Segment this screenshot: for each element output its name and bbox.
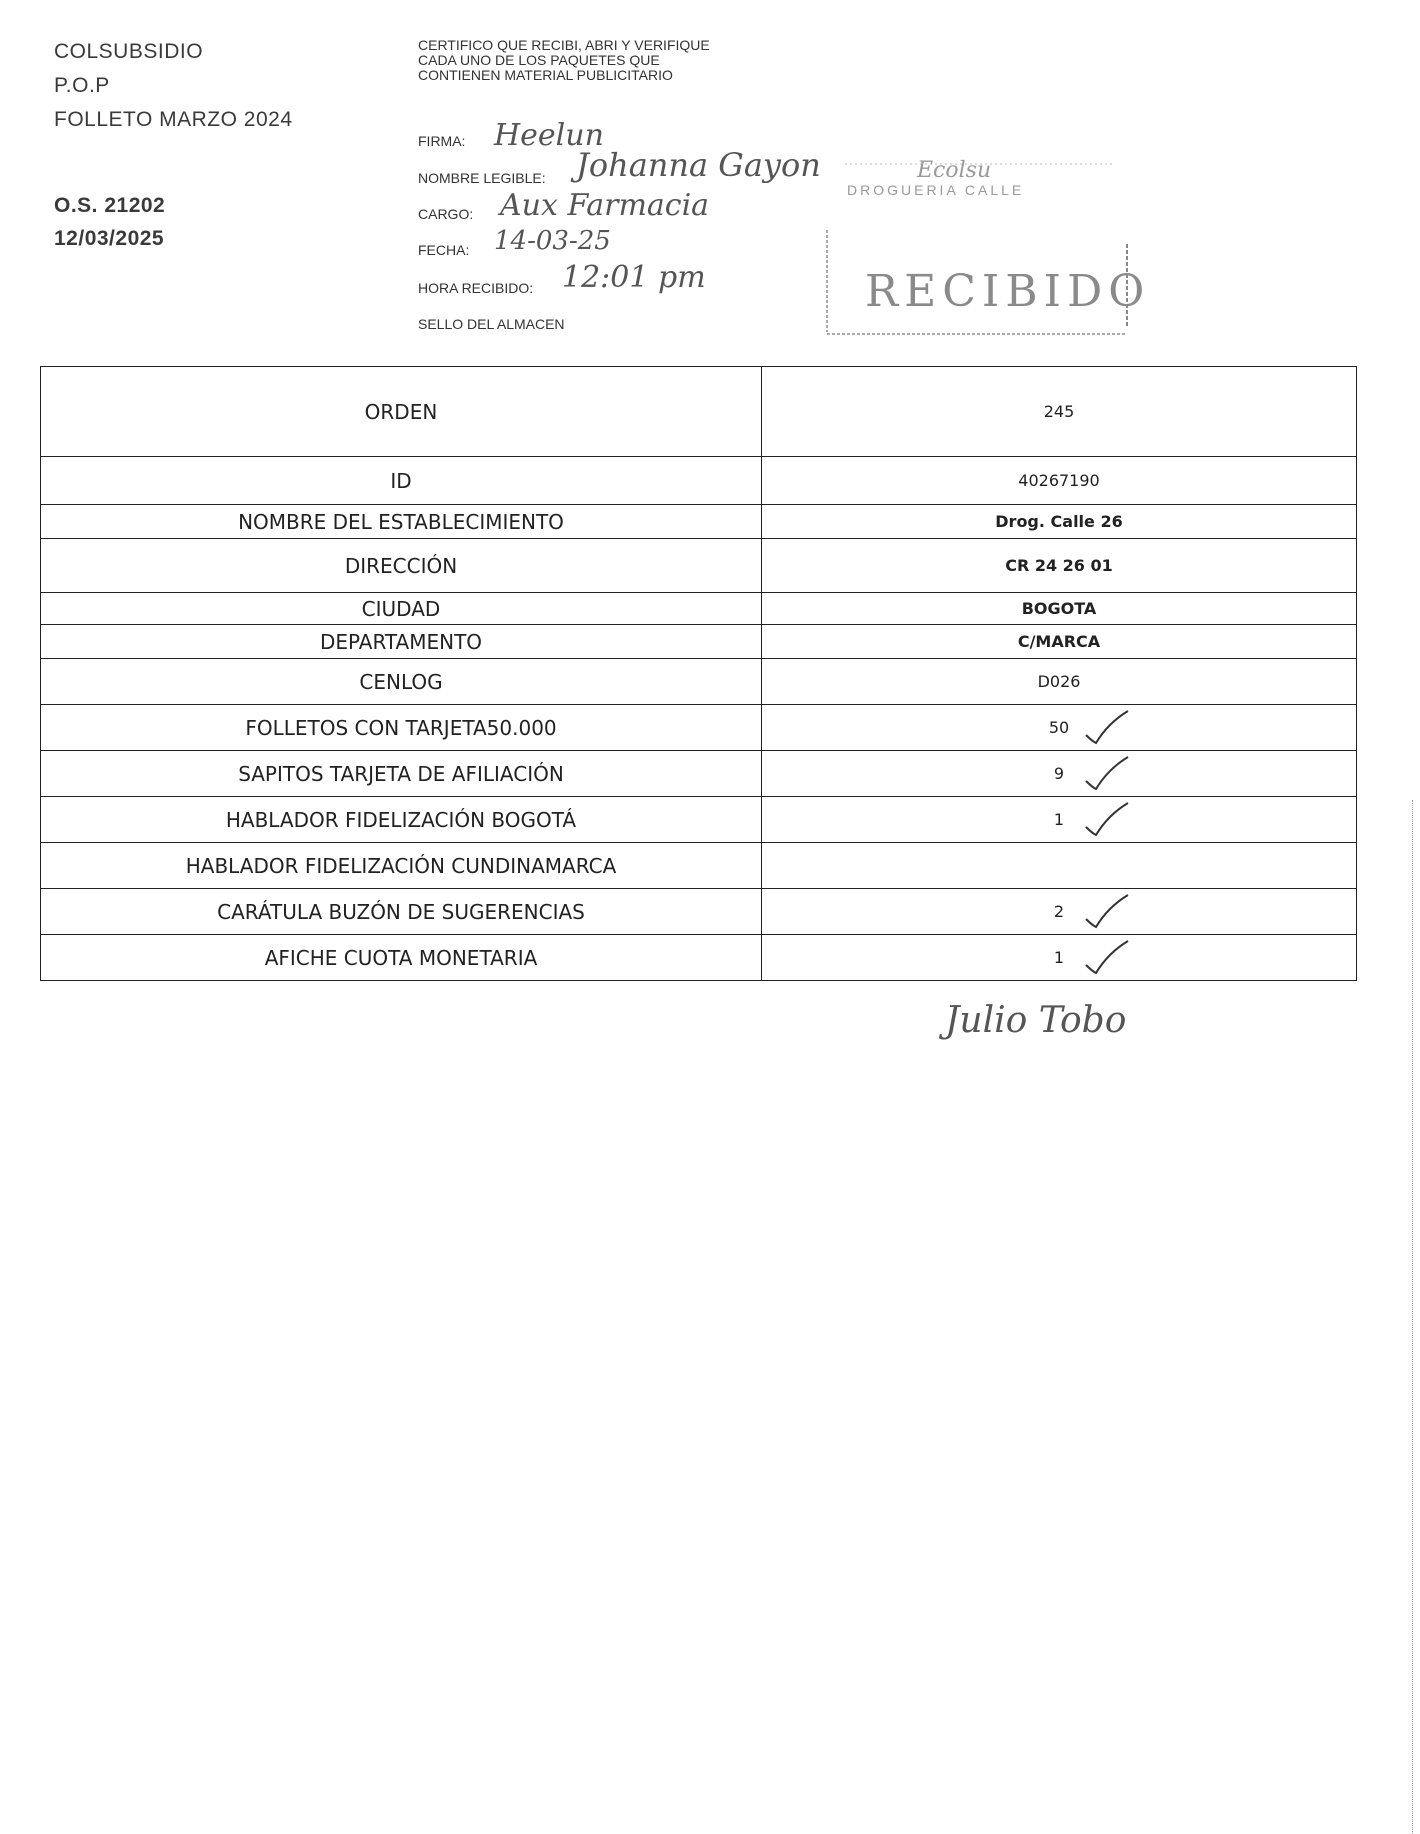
row-value: 40267190 bbox=[1018, 471, 1100, 490]
row-label: DIRECCIÓN bbox=[41, 539, 762, 593]
row-value-cell bbox=[762, 593, 1357, 625]
row-label: HABLADOR FIDELIZACIÓN CUNDINAMARCA bbox=[41, 843, 762, 889]
checkmark-icon bbox=[1082, 753, 1132, 793]
delivery-table bbox=[40, 366, 1357, 981]
checkmark-icon bbox=[1082, 891, 1132, 931]
hora-label: HORA RECIBIDO: bbox=[418, 280, 534, 296]
row-value: BOGOTA bbox=[1021, 599, 1097, 618]
row-label: AFICHE CUOTA MONETARIA bbox=[41, 935, 762, 981]
row-label: CENLOG bbox=[41, 659, 762, 705]
document-type: P.O.P bbox=[54, 74, 110, 97]
row-value-cell bbox=[762, 505, 1357, 539]
checkmark-icon bbox=[1082, 937, 1132, 977]
row-value: 9 bbox=[1053, 764, 1065, 783]
checkmark-icon bbox=[1082, 799, 1132, 839]
fecha-label: FECHA: bbox=[418, 242, 470, 258]
table-row bbox=[41, 367, 1357, 457]
row-value: 2 bbox=[1053, 902, 1065, 921]
table-row bbox=[41, 705, 1357, 751]
table-row bbox=[41, 505, 1357, 539]
table-row bbox=[41, 457, 1357, 505]
row-label: CARÁTULA BUZÓN DE SUGERENCIAS bbox=[41, 889, 762, 935]
table-row bbox=[41, 797, 1357, 843]
row-label: FOLLETOS CON TARJETA50.000 bbox=[41, 705, 762, 751]
table-row bbox=[41, 539, 1357, 593]
handwritten-name: Julio Tobo bbox=[945, 1000, 1127, 1041]
campaign-name: FOLLETO MARZO 2024 bbox=[54, 108, 293, 131]
cargo-label: CARGO: bbox=[418, 206, 474, 222]
stamp-signature: Ecolsu bbox=[917, 158, 992, 183]
nombre-value: Johanna Gayon bbox=[576, 146, 821, 184]
row-value: 1 bbox=[1053, 810, 1065, 829]
company-name: COLSUBSIDIO bbox=[54, 40, 204, 63]
row-value-cell bbox=[762, 797, 1357, 843]
table-row bbox=[41, 889, 1357, 935]
stamp-word: RECIBIDO bbox=[865, 266, 1151, 317]
row-value-cell bbox=[762, 659, 1357, 705]
row-value: 245 bbox=[1043, 402, 1075, 421]
cargo-value: Aux Farmacia bbox=[500, 188, 710, 223]
stamp-store-name: DROGUERIA CALLE bbox=[847, 182, 1025, 198]
row-value: D026 bbox=[1037, 672, 1081, 691]
row-value-cell bbox=[762, 705, 1357, 751]
row-value-cell bbox=[762, 935, 1357, 981]
sello-label: SELLO DEL ALMACEN bbox=[418, 316, 565, 332]
row-value: C/MARCA bbox=[1017, 632, 1101, 651]
service-order: O.S. 21202 bbox=[54, 194, 166, 217]
row-label: CIUDAD bbox=[41, 593, 762, 625]
row-value: 50 bbox=[1048, 718, 1070, 737]
row-label: SAPITOS TARJETA DE AFILIACIÓN bbox=[41, 751, 762, 797]
row-label: NOMBRE DEL ESTABLECIMIENTO bbox=[41, 505, 762, 539]
table-row bbox=[41, 935, 1357, 981]
hora-value: 12:01 pm bbox=[562, 260, 706, 295]
received-stamp bbox=[825, 158, 1151, 336]
order-date: 12/03/2025 bbox=[54, 227, 165, 250]
firma-label: FIRMA: bbox=[418, 133, 466, 149]
row-label: ORDEN bbox=[41, 367, 762, 457]
row-value-cell bbox=[762, 367, 1357, 457]
scan-edge bbox=[1412, 800, 1415, 1834]
row-value: Drog. Calle 26 bbox=[995, 512, 1123, 531]
row-value: 1 bbox=[1053, 948, 1065, 967]
certification-text: CERTIFICO QUE RECIBI, ABRI Y VERIFIQUE CADA UNO DE LOS PAQUETES QUE CONTIENEN MATERIAL PUBLICITARIO bbox=[418, 37, 710, 83]
row-value: CR 24 26 01 bbox=[1005, 556, 1113, 575]
checkmark-icon bbox=[1082, 707, 1132, 747]
row-value-cell bbox=[762, 625, 1357, 659]
nombre-label: NOMBRE LEGIBLE: bbox=[418, 170, 546, 186]
row-value-cell bbox=[762, 751, 1357, 797]
row-value-cell bbox=[762, 457, 1357, 505]
row-label: DEPARTAMENTO bbox=[41, 625, 762, 659]
row-value-cell bbox=[762, 889, 1357, 935]
table-row bbox=[41, 843, 1357, 889]
row-label: ID bbox=[41, 457, 762, 505]
table-row bbox=[41, 751, 1357, 797]
table-row bbox=[41, 593, 1357, 625]
row-label: HABLADOR FIDELIZACIÓN BOGOTÁ bbox=[41, 797, 762, 843]
row-value-cell bbox=[762, 843, 1357, 889]
table-row bbox=[41, 625, 1357, 659]
firma-signature: Heelun bbox=[494, 118, 604, 153]
row-value-cell bbox=[762, 539, 1357, 593]
table-row bbox=[41, 659, 1357, 705]
fecha-value: 14-03-25 bbox=[494, 226, 611, 256]
